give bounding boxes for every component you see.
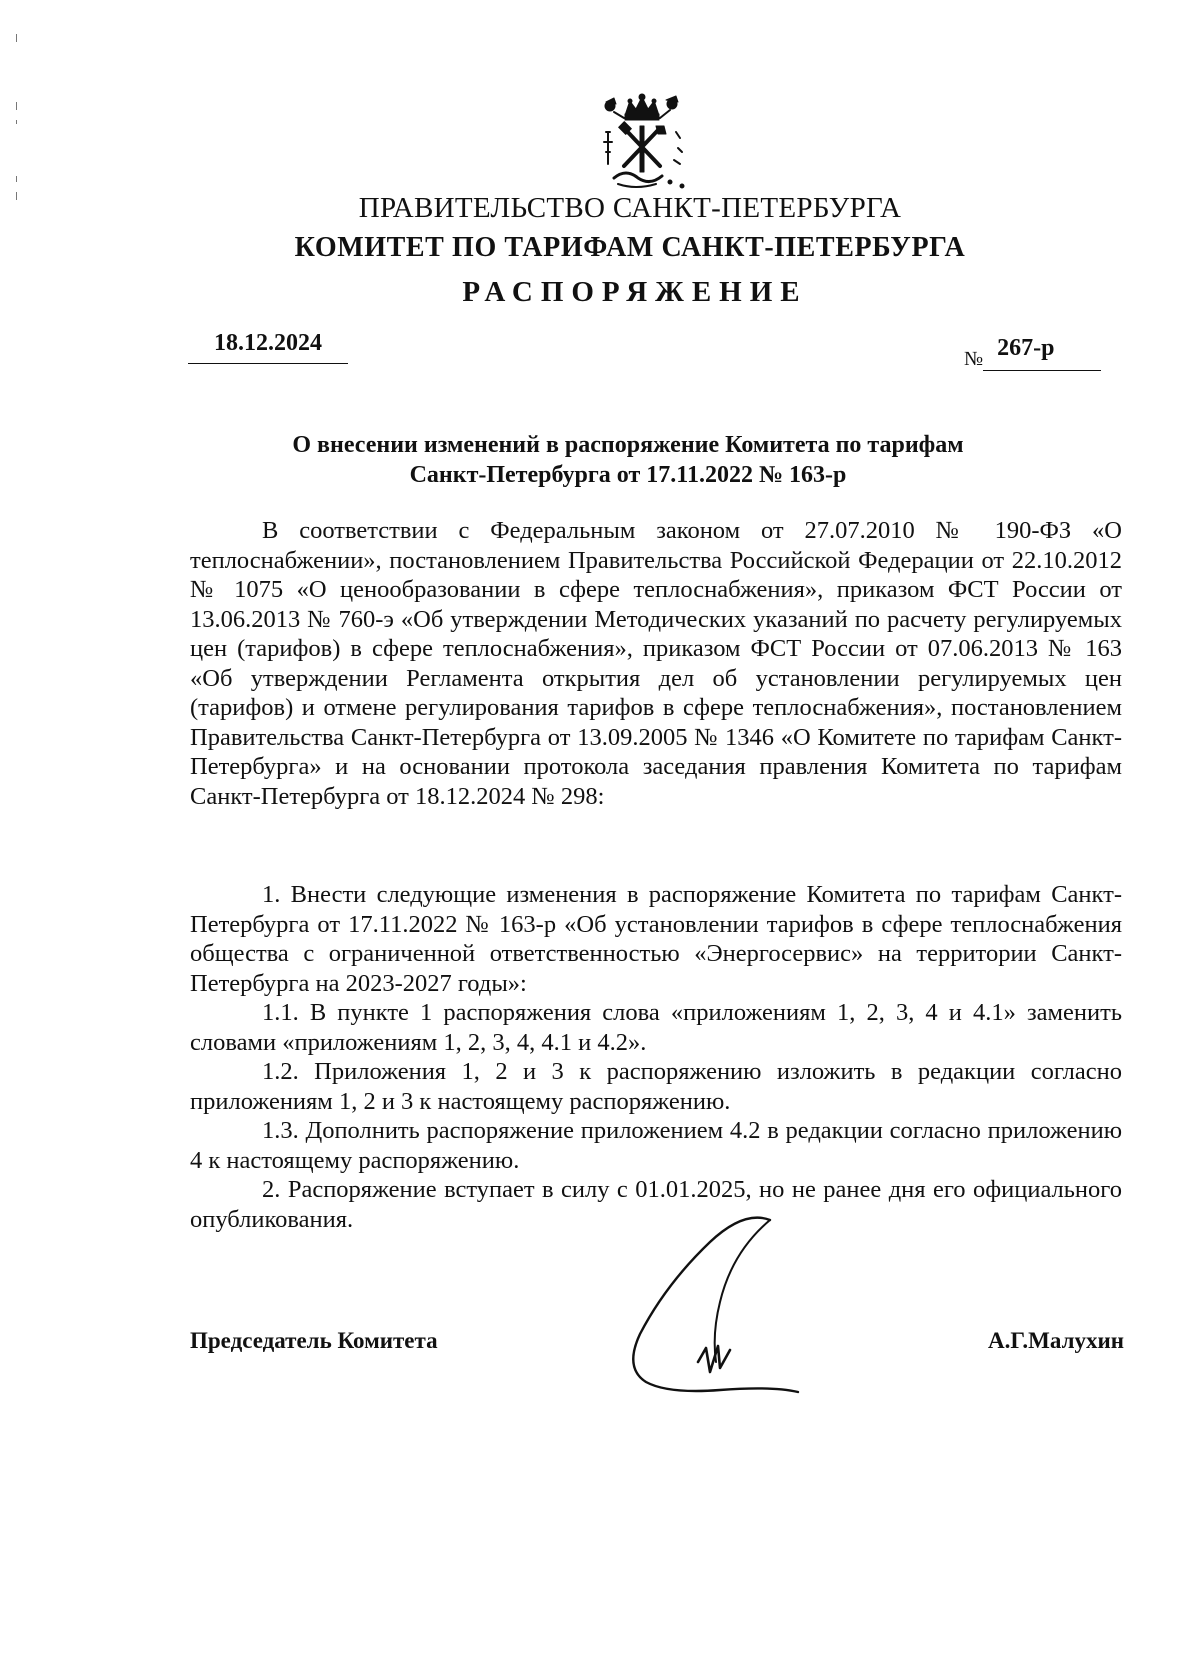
clauses-list [190, 880, 1122, 1234]
number-sign: № [964, 348, 984, 370]
scan-artifact [16, 192, 17, 200]
number-value: 267-р [983, 335, 1101, 371]
scan-artifact [16, 176, 17, 182]
subject-line: Санкт-Петербурга от 17.11.2022 № 163-р [409, 462, 847, 488]
clause-1-3: 1.3. Дополнить распоряжение приложением 4.2 в редакции согласно приложению 4 к настоящему распоряжению. [190, 1117, 1122, 1174]
clause-2: 2. Распоряжение вступает в силу с 01.01.2025, но не ранее дня его официального опубликования. [190, 1176, 1122, 1233]
scan-artifact [16, 102, 17, 110]
clause-1: 1. Внести следующие изменения в распоряжение Комитета по тарифам Санкт-Петербурга от 17.11.2022 № 163-р «Об установлении тарифов в сфере теплоснабжения общества с ограниченной ответственностью «Энергосервис» на территории Санкт-Петербурга на 2023-2027 годы»: [190, 881, 1122, 997]
signer-name: А.Г.Малухин [988, 1328, 1124, 1353]
coat-of-arms-icon [596, 92, 688, 192]
subject-line: О внесении изменений в распоряжение Комитета по тарифам [292, 432, 964, 458]
clause-1-1: 1.1. В пункте 1 распоряжения слова «приложениям 1, 2, 3, 4 и 4.1» заменить словами «приложениям 1, 2, 3, 4, 4.1 и 4.2». [190, 999, 1122, 1056]
scan-artifact [16, 34, 17, 42]
scan-artifact [16, 120, 17, 124]
document-subject [180, 430, 1076, 490]
signer-title: Председатель Комитета [190, 1328, 438, 1353]
committee-heading: КОМИТЕТ ПО ТАРИФАМ САНКТ-ПЕТЕРБУРГА [294, 232, 966, 263]
document-type-title: РАСПОРЯЖЕНИЕ [462, 276, 808, 308]
document-date: 18.12.2024 [188, 330, 348, 364]
clause-1-2: 1.2. Приложения 1, 2 и 3 к распоряжению изложить в редакции согласно приложениям 1, 2 и 3 к настоящему распоряжению. [190, 1058, 1122, 1115]
preamble-paragraph: В соответствии с Федеральным законом от 27.07.2010 № 190-ФЗ «О теплоснабжении», постановлением Правительства Российской Федерации от 22.10.2012 № 1075 «О ценообразовании в сфере теплоснабжения», приказом ФСТ России от 13.06.2013 № 760-э «Об утверждении Методических указаний по расчету регулируемых цен (тарифов) в сфере теплоснабжения», приказом ФСТ России от 07.06.2013 № 163 «Об утверждении Регламента открытия дел об установлении регулируемых цен (тарифов) и отмене регулирования тарифов в сфере теплоснабжения», постановлением Правительства Санкт-Петербурга от 13.09.2005 № 1346 «О Комитете по тарифам Санкт-Петербурга» и на основании протокола заседания правления Комитета по тарифам Санкт-Петербурга от 18.12.2024 № 298: [190, 517, 1122, 810]
government-heading: ПРАВИТЕЛЬСТВО САНКТ-ПЕТЕРБУРГА [358, 192, 902, 224]
signature-icon [620, 1212, 810, 1412]
document-number [964, 332, 1101, 371]
